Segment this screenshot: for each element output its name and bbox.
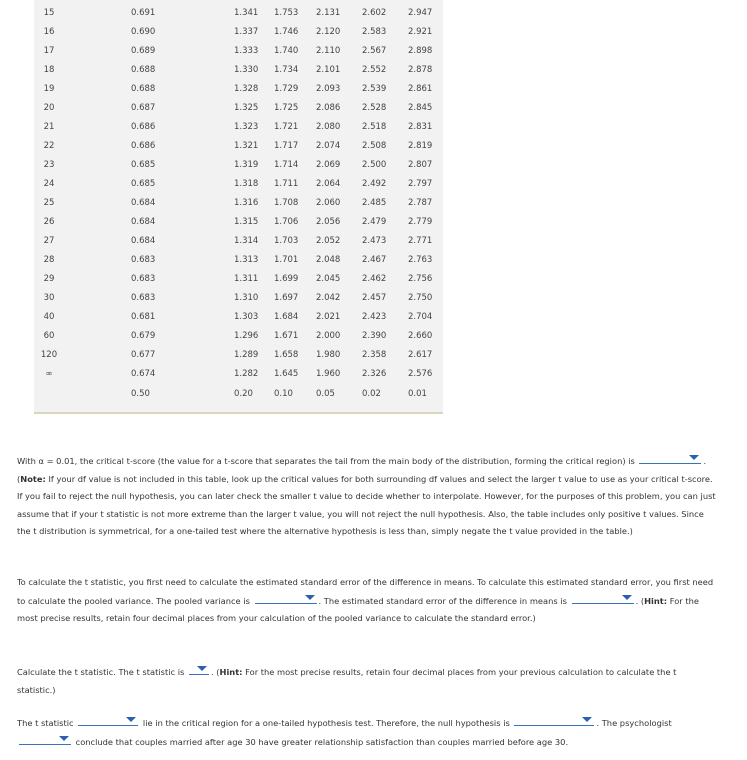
alpha-label: 0.02 <box>362 389 381 399</box>
table-row <box>34 270 443 289</box>
critical-value-cell: 2.048 <box>316 255 341 265</box>
critical-value-cell: 2.779 <box>408 217 433 227</box>
critical-value-cell: 0.689 <box>131 46 156 56</box>
table-row <box>34 4 443 23</box>
critical-value-cell: 2.660 <box>408 331 433 341</box>
critical-value-cell: 1.734 <box>274 65 299 75</box>
standard-error-dropdown[interactable] <box>572 592 634 604</box>
critical-value-cell: 2.750 <box>408 293 433 303</box>
critical-value-cell: 1.310 <box>234 293 259 303</box>
critical-value-cell: 2.787 <box>408 198 433 208</box>
critical-value-cell: 0.691 <box>131 8 156 18</box>
critical-value-cell: 1.960 <box>316 369 341 379</box>
critical-value-cell: 2.819 <box>408 141 433 151</box>
critical-value-cell: 2.052 <box>316 236 341 246</box>
df-cell: 21 <box>43 122 55 132</box>
critical-value-cell: 2.518 <box>362 122 387 132</box>
table-row <box>34 327 443 346</box>
chevron-down-icon <box>197 666 207 671</box>
critical-value-cell: 1.296 <box>234 331 259 341</box>
critical-value-cell: 1.316 <box>234 198 259 208</box>
critical-value-cell: 1.333 <box>234 46 259 56</box>
critical-value-cell: 1.289 <box>234 350 259 360</box>
critical-value-cell: 2.390 <box>362 331 387 341</box>
df-cell: 17 <box>43 46 55 56</box>
critical-value-cell: 2.492 <box>362 179 387 189</box>
critical-value-cell: 2.567 <box>362 46 387 56</box>
table-row <box>34 213 443 232</box>
critical-value-cell: 0.685 <box>131 179 156 189</box>
critical-value-cell: 2.861 <box>408 84 433 94</box>
table-row <box>34 99 443 118</box>
null-hypothesis-dropdown[interactable] <box>514 714 594 726</box>
critical-value-cell: 2.074 <box>316 141 341 151</box>
critical-value-cell: 2.120 <box>316 27 341 37</box>
critical-value-cell: 2.086 <box>316 103 341 113</box>
df-cell: 40 <box>43 312 55 322</box>
critical-value-cell: 0.677 <box>131 350 156 360</box>
critical-value-cell: 1.729 <box>274 84 299 94</box>
alpha-label: 0.10 <box>274 389 293 399</box>
table-row <box>34 118 443 137</box>
critical-value-cell: 2.797 <box>408 179 433 189</box>
critical-value-cell: 2.093 <box>316 84 341 94</box>
critical-value-cell: 2.756 <box>408 274 433 284</box>
table-row <box>34 80 443 99</box>
critical-value-cell: 2.583 <box>362 27 387 37</box>
df-cell: 30 <box>43 293 55 303</box>
df-cell: 120 <box>40 350 58 360</box>
critical-value-cell: 0.679 <box>131 331 156 341</box>
critical-value-cell: 1.721 <box>274 122 299 132</box>
critical-value-cell: 1.318 <box>234 179 259 189</box>
critical-value-cell: 1.303 <box>234 312 259 322</box>
critical-region-dropdown[interactable] <box>78 714 138 726</box>
critical-value-cell: 0.684 <box>131 217 156 227</box>
critical-value-cell: 1.323 <box>234 122 259 132</box>
critical-value-cell: 1.684 <box>274 312 299 322</box>
critical-value-cell: 2.473 <box>362 236 387 246</box>
critical-value-cell: 1.313 <box>234 255 259 265</box>
critical-value-cell: 2.704 <box>408 312 433 322</box>
critical-value-cell: 0.688 <box>131 65 156 75</box>
critical-value-cell: 2.101 <box>316 65 341 75</box>
critical-value-cell: 2.500 <box>362 160 387 170</box>
df-cell: 60 <box>43 331 55 341</box>
paragraph-critical-value: With α = 0.01, the critical t-score (the value for a t-score that separates the tail from the main body of the distribution, forming the critical region) is . (Note: If your df value is not included in this table, look up the critical values for both surrounding df values and select the larger t value to use as your critical t-score. If you fail to reject the null hypothesis, you can later check the smaller t value to decide whether to interpolate. However, for the purposes of this problem, you can just assume that if your t statistic is not more extreme than the larger t value, you will not reject the null hypothesis. Also, the table includes only positive t values. Since the t distribution is symmetrical, for a one-tailed test where the alternative hypothesis is less than, simply negate the t value provided in the table.) <box>17 452 717 541</box>
table-row <box>34 42 443 61</box>
critical-value-cell: 2.771 <box>408 236 433 246</box>
critical-value-cell: 1.321 <box>234 141 259 151</box>
paragraph-t-statistic: Calculate the t statistic. The t statistic is . (Hint: For the most precise results, retain four decimal places from your previous calculation to calculate the t statistic.) <box>17 663 717 699</box>
df-cell: 22 <box>43 141 55 151</box>
critical-value-cell: 1.328 <box>234 84 259 94</box>
t-statistic-dropdown[interactable] <box>189 663 209 675</box>
critical-value-cell: 2.060 <box>316 198 341 208</box>
table-row <box>34 137 443 156</box>
critical-value-cell: 1.753 <box>274 8 299 18</box>
pooled-variance-dropdown[interactable] <box>255 592 317 604</box>
critical-value-cell: 0.684 <box>131 198 156 208</box>
critical-value-cell: 1.706 <box>274 217 299 227</box>
critical-value-cell: 2.763 <box>408 255 433 265</box>
critical-value-cell: 0.686 <box>131 141 156 151</box>
table-row <box>34 308 443 327</box>
critical-value-cell: 2.845 <box>408 103 433 113</box>
df-cell: ∞ <box>45 369 53 379</box>
critical-value-cell: 2.602 <box>362 8 387 18</box>
critical-value-cell: 2.042 <box>316 293 341 303</box>
critical-value-cell: 2.807 <box>408 160 433 170</box>
critical-value-cell: 0.685 <box>131 160 156 170</box>
table-row <box>34 156 443 175</box>
critical-value-cell: 2.508 <box>362 141 387 151</box>
critical-value-cell: 2.423 <box>362 312 387 322</box>
table-row <box>34 251 443 270</box>
critical-value-cell: 1.717 <box>274 141 299 151</box>
chevron-down-icon <box>59 736 69 741</box>
critical-value-cell: 0.684 <box>131 236 156 246</box>
critical-value-cell: 2.617 <box>408 350 433 360</box>
chevron-down-icon <box>582 717 592 722</box>
critical-value-cell: 2.000 <box>316 331 341 341</box>
critical-value-cell: 2.576 <box>408 369 433 379</box>
table-row <box>34 175 443 194</box>
critical-value-cell: 1.658 <box>274 350 299 360</box>
critical-value-cell: 0.683 <box>131 293 156 303</box>
df-cell: 18 <box>43 65 55 75</box>
critical-value-cell: 2.878 <box>408 65 433 75</box>
critical-value-cell: 2.064 <box>316 179 341 189</box>
df-cell: 29 <box>43 274 55 284</box>
chevron-down-icon <box>126 717 136 722</box>
chevron-down-icon <box>689 455 699 460</box>
critical-value-cell: 2.539 <box>362 84 387 94</box>
critical-value-cell: 2.021 <box>316 312 341 322</box>
critical-value-cell: 1.337 <box>234 27 259 37</box>
critical-value-cell: 1.319 <box>234 160 259 170</box>
critical-value-cell: 0.688 <box>131 84 156 94</box>
alpha-label: 0.01 <box>408 389 427 399</box>
critical-value-cell: 1.701 <box>274 255 299 265</box>
table-row <box>34 346 443 365</box>
critical-value-cell: 1.330 <box>234 65 259 75</box>
df-cell: 27 <box>43 236 55 246</box>
paragraph-standard-error: To calculate the t statistic, you first need to calculate the estimated standard error of the difference in means. To calculate this estimated standard error, you first need to calculate the pooled variance. The pooled variance is . The estimated standard error of the difference in means is . (Hint: For the most precise results, retain four decimal places from your calculation of the pooled variance to calculate the standard error.) <box>17 577 714 624</box>
t-distribution-table <box>34 0 443 414</box>
critical-value-cell: 0.683 <box>131 255 156 265</box>
critical-value-cell: 1.740 <box>274 46 299 56</box>
critical-value-cell: 2.898 <box>408 46 433 56</box>
critical-value-cell: 1.314 <box>234 236 259 246</box>
critical-value-cell: 0.686 <box>131 122 156 132</box>
critical-t-dropdown[interactable] <box>639 452 701 464</box>
df-cell: 28 <box>43 255 55 265</box>
critical-value-cell: 2.045 <box>316 274 341 284</box>
df-cell: 19 <box>43 84 55 94</box>
df-cell: 25 <box>43 198 55 208</box>
critical-value-cell: 1.714 <box>274 160 299 170</box>
psychologist-conclusion-dropdown[interactable] <box>19 733 71 745</box>
critical-value-cell: 2.056 <box>316 217 341 227</box>
critical-value-cell: 1.311 <box>234 274 259 284</box>
critical-value-cell: 2.462 <box>362 274 387 284</box>
critical-value-cell: 1.711 <box>274 179 299 189</box>
table-row <box>34 289 443 308</box>
table-footer-row <box>34 385 443 404</box>
critical-value-cell: 2.326 <box>362 369 387 379</box>
critical-value-cell: 0.683 <box>131 274 156 284</box>
df-cell: 26 <box>43 217 55 227</box>
critical-value-cell: 2.479 <box>362 217 387 227</box>
critical-value-cell: 1.315 <box>234 217 259 227</box>
table-row <box>34 194 443 213</box>
critical-value-cell: 2.485 <box>362 198 387 208</box>
df-cell: 23 <box>43 160 55 170</box>
critical-value-cell: 0.687 <box>131 103 156 113</box>
critical-value-cell: 1.282 <box>234 369 259 379</box>
alpha-label: 0.05 <box>316 389 335 399</box>
critical-value-cell: 1.671 <box>274 331 299 341</box>
critical-value-cell: 1.725 <box>274 103 299 113</box>
critical-value-cell: 0.690 <box>131 27 156 37</box>
critical-value-cell: 1.697 <box>274 293 299 303</box>
alpha-label: 0.20 <box>234 389 253 399</box>
critical-value-cell: 2.080 <box>316 122 341 132</box>
critical-value-cell: 2.947 <box>408 8 433 18</box>
critical-value-cell: 1.980 <box>316 350 341 360</box>
critical-value-cell: 2.069 <box>316 160 341 170</box>
critical-value-cell: 0.674 <box>131 369 156 379</box>
critical-value-cell: 2.467 <box>362 255 387 265</box>
critical-value-cell: 1.708 <box>274 198 299 208</box>
df-cell: 24 <box>43 179 55 189</box>
df-cell: 16 <box>43 27 55 37</box>
df-cell: 15 <box>43 8 55 18</box>
chevron-down-icon <box>622 595 632 600</box>
paragraph-conclusion: The t statistic lie in the critical region for a one-tailed hypothesis test. Therefore, the null hypothesis is . The psychologist conclude that couples married after age 30 have greater relationship satisfaction than couples married before age 30. <box>17 714 717 751</box>
table-row <box>34 232 443 251</box>
critical-value-cell: 1.746 <box>274 27 299 37</box>
critical-value-cell: 2.528 <box>362 103 387 113</box>
df-cell: 20 <box>43 103 55 113</box>
critical-value-cell: 2.457 <box>362 293 387 303</box>
critical-value-cell: 1.645 <box>274 369 299 379</box>
critical-value-cell: 2.110 <box>316 46 341 56</box>
critical-value-cell: 1.703 <box>274 236 299 246</box>
critical-value-cell: 2.921 <box>408 27 433 37</box>
critical-value-cell: 1.699 <box>274 274 299 284</box>
table-row <box>34 23 443 42</box>
alpha-label: 0.50 <box>131 389 150 399</box>
chevron-down-icon <box>305 595 315 600</box>
critical-value-cell: 2.552 <box>362 65 387 75</box>
critical-value-cell: 1.325 <box>234 103 259 113</box>
critical-value-cell: 0.681 <box>131 312 156 322</box>
critical-value-cell: 1.341 <box>234 8 259 18</box>
critical-value-cell: 2.358 <box>362 350 387 360</box>
table-row <box>34 61 443 80</box>
critical-value-cell: 2.831 <box>408 122 433 132</box>
table-row <box>34 365 443 384</box>
critical-value-cell: 2.131 <box>316 8 341 18</box>
